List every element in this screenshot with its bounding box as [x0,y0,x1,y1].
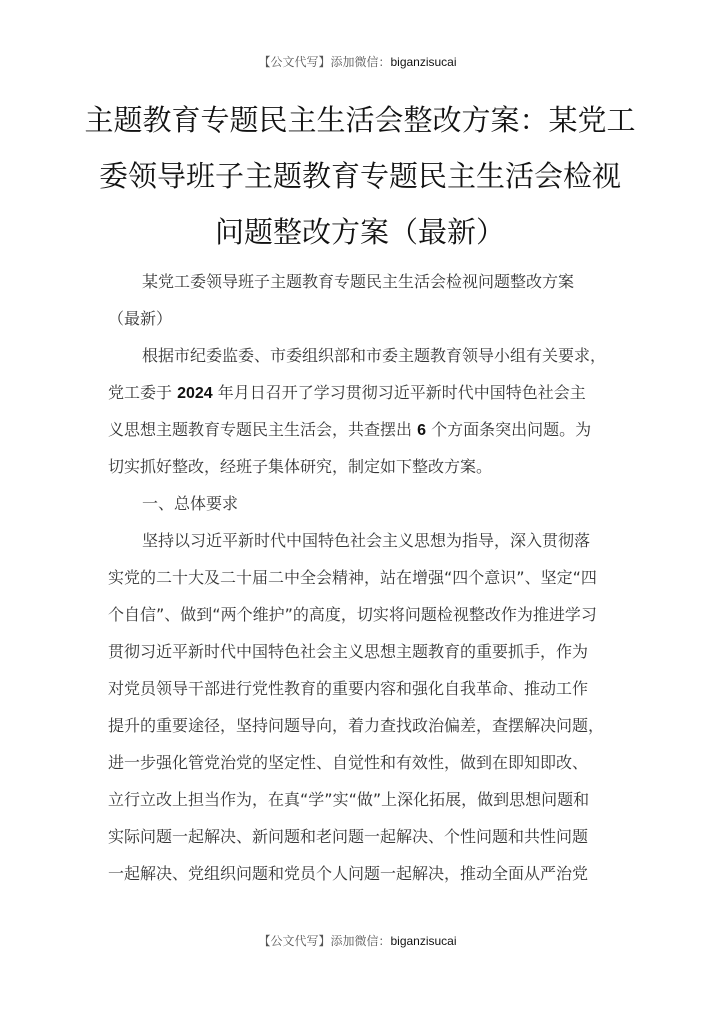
body-line: 贯彻习近平新时代中国特色社会主义思想主题教育的重要抓手，作为 [108,642,589,661]
section-heading: 一、总体要求 [142,494,239,513]
title-line-3: 问题整改方案（最新） [214,215,505,249]
body-text-run: 义思想主题教育专题民主生活会，共查摆出 [108,420,413,439]
body-line: 立行立改上担当作为，在真“学”实“做”上深化拓展，做到思想问题和 [108,790,590,809]
body-line: 一起解决、党组织问题和党员个人问题一起解决，推动全面从严治党 [108,864,589,883]
title-line-2: 委领导班子主题教育专题民主生活会检视 [98,159,621,193]
body-line: 对党员领导干部进行党性教育的重要内容和强化自我革命、推动工作 [108,679,589,698]
document-body [108,263,613,892]
body-line: 坚持以习近平新时代中国特色社会主义思想为指导，深入贯彻落 [142,531,591,550]
body-text-run: 党工委于 [108,383,173,402]
footer-ad-text: 【公文代写】添加微信： [258,934,391,948]
title-line-1: 主题教育专题民主生活会整改方案：某党工 [84,103,636,137]
body-line: 实际问题一起解决、新问题和老问题一起解决、个性问题和共性问题 [108,827,589,846]
body-line: 进一步强化管党治党的坚定性、自觉性和有效性，做到在即知即改、 [108,753,589,772]
header-wechat-id: biganzisucai [390,55,457,69]
body-line: 提升的重要途径，坚持问题导向，着力查找政治偏差，查摆解决问题， [108,716,605,735]
body-line: 某党工委领导班子主题教育专题民主生活会检视问题整改方案 [142,272,575,291]
body-line: 根据市纪委监委、市委组织部和市委主题教育领导小组有关要求， [142,346,607,365]
body-line [108,374,613,411]
body-line: （最新） [108,309,173,328]
document-title [60,92,660,260]
body-line: 实党的二十大及二十届二中全会精神，站在增强“四个意识”、坚定“四 [108,568,597,587]
header-ad-text: 【公文代写】添加微信： [258,55,391,69]
body-text-run: 个方面条突出问题。为 [431,420,592,439]
body-line [108,411,613,448]
year-number: 2024 [177,385,213,402]
body-line: 切实抓好整改，经班子集体研究，制定如下整改方案。 [108,457,493,476]
footer-wechat-id: biganzisucai [390,934,457,948]
page-footer [0,932,715,949]
page-header [0,53,715,70]
count-number: 6 [417,422,427,439]
body-text-run: 年月日召开了学习贯彻习近平新时代中国特色社会主 [217,383,586,402]
body-line: 个自信”、做到“两个维护”的高度，切实将问题检视整改作为推进学习 [108,605,597,624]
